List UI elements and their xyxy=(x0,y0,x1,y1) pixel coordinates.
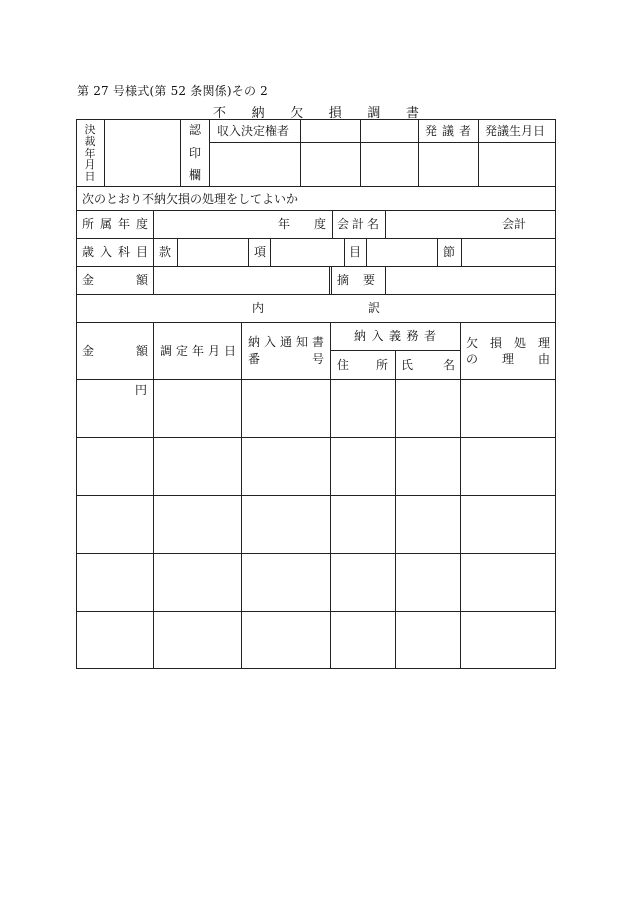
approval-stamp-label: 認 印 欄 xyxy=(188,123,201,182)
kan-label: 款 xyxy=(159,245,172,259)
revenue-item-label: 歳 入 科 目 xyxy=(82,245,148,259)
payment-notice-header-line2: 番 号 xyxy=(248,352,324,366)
loss-reason-header-line1: 欠 損 処 理 xyxy=(466,336,550,350)
title-char: 不 xyxy=(213,106,227,121)
loss-reason-header-line2: の 理 由 xyxy=(466,352,550,366)
title-char: 書 xyxy=(405,106,419,121)
notice-text: 次のとおり不納欠損の処理をしてよいか xyxy=(82,192,299,206)
title-char: 調 xyxy=(367,106,381,121)
payment-notice-header-line1: 納 入 通 知 書 xyxy=(248,335,324,349)
form-caption: 第 27 号様式(第 52 条関係)その 2 xyxy=(77,84,269,98)
setsu-label: 節 xyxy=(443,245,456,259)
yen-unit: 円 xyxy=(135,383,148,397)
proposal-date-label: 発議生月日 xyxy=(485,124,546,138)
title-char: 損 xyxy=(328,106,342,121)
kessai-date-label: 決 裁 年 月 日 xyxy=(84,123,96,183)
amount-label: 金 額 xyxy=(82,273,148,287)
fiscal-year-unit: 年 度 xyxy=(278,217,326,231)
assessment-date-header: 調 定 年 月 日 xyxy=(160,344,236,358)
detail-amount-header: 金 額 xyxy=(82,344,148,358)
name-header: 氏 名 xyxy=(401,358,455,372)
kou-label: 項 xyxy=(254,245,267,259)
revenue-decision-authority-label: 収入決定権者 xyxy=(217,124,290,138)
obligor-header: 納 入 義 務 者 xyxy=(354,329,436,343)
title-char: 納 xyxy=(251,106,265,121)
breakdown-label: 内 訳 xyxy=(252,301,380,315)
summary-label: 摘 要 xyxy=(337,273,375,287)
account-name-label: 会 計 名 xyxy=(337,217,379,231)
fiscal-year-label: 所 属 年 度 xyxy=(82,217,148,231)
moku-label: 目 xyxy=(349,245,362,259)
address-header: 住 所 xyxy=(337,358,388,372)
account-suffix: 会計 xyxy=(502,217,527,231)
title-char: 欠 xyxy=(290,106,304,121)
proposer-label: 発 議 者 xyxy=(425,124,471,138)
